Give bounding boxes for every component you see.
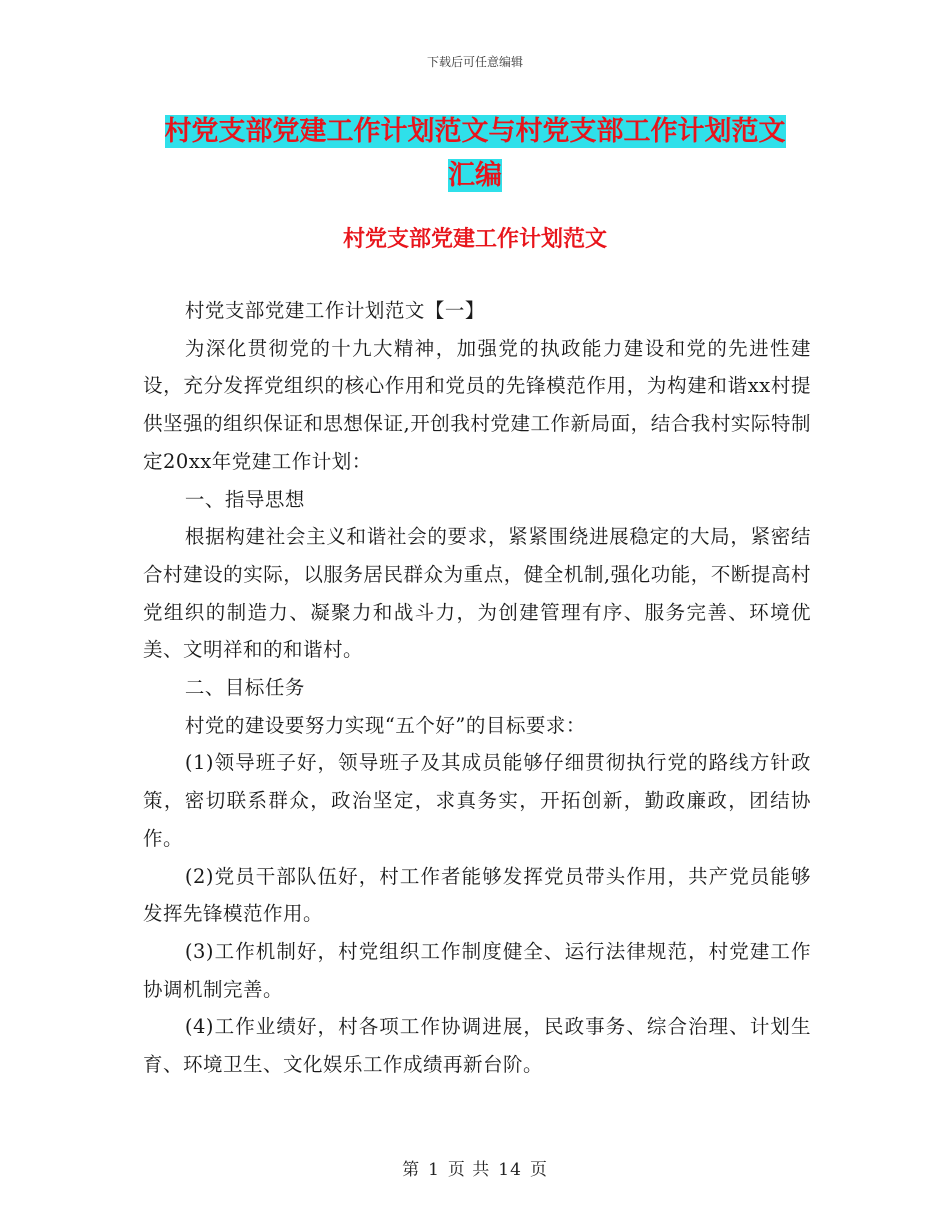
- total-pages: 14: [498, 1160, 522, 1180]
- page-footer: [0, 1155, 950, 1180]
- document-title: [140, 110, 810, 198]
- document-body: [143, 292, 811, 1084]
- paragraph: (1)领导班子好，领导班子及其成员能够仔细贯彻执行党的路线方针政策，密切联系群众，政治坚定，求真务实，开拓创新，勤政廉政，团结协作。: [143, 751, 811, 850]
- document-title-line-1: 村党支部党建工作计划范文与村党支部工作计划范文: [164, 116, 786, 147]
- paragraph: (4)工作业绩好，村各项工作协调进展，民政事务、综合治理、计划生育、环境卫生、文化娱乐工作成绩再新台阶。: [143, 1015, 811, 1077]
- paragraph: (2)党员干部队伍好，村工作者能够发挥党员带头作用，共产党员能够发挥先锋模范作用。: [143, 864, 811, 926]
- paragraph-heading: 二、目标任务: [184, 676, 305, 700]
- header-note: 下载后可任意编辑: [426, 55, 523, 69]
- paragraph: 村党的建设要努力实现“五个好”的目标要求：: [184, 713, 586, 737]
- paragraph: (3)工作机制好，村党组织工作制度健全、运行法律规范，村党建工作协调机制完善。: [143, 939, 811, 1001]
- paragraph: 为深化贯彻党的十九大精神，加强党的执政能力建设和党的先进性建设，充分发挥党组织的核心作用和党员的先锋模范作用，为构建和谐xx村提供坚强的组织保证和思想保证,开创我村党建工作新局面，结合我村实际特制定20xx年党建工作计划：: [143, 336, 811, 473]
- footer-suffix: 页: [529, 1160, 548, 1180]
- footer-middle: 页 共: [447, 1160, 491, 1180]
- paragraph: 根据构建社会主义和谐社会的要求，紧紧围绕进展稳定的大局，紧密结合村建设的实际，以服务居民群众为重点，健全机制,强化功能，不断提高村党组织的制造力、凝聚力和战斗力，为创建管理有序、服务完善、环境优美、文明祥和的和谐村。: [143, 525, 811, 662]
- paragraph-heading: 一、指导思想: [184, 487, 305, 511]
- section-title: 村党支部党建工作计划范文: [342, 227, 607, 252]
- footer-prefix: 第: [402, 1160, 421, 1180]
- page-number: 1: [428, 1160, 440, 1180]
- paragraph: 村党支部党建工作计划范文【一】: [184, 299, 485, 322]
- document-title-line-2: 汇编: [448, 160, 502, 191]
